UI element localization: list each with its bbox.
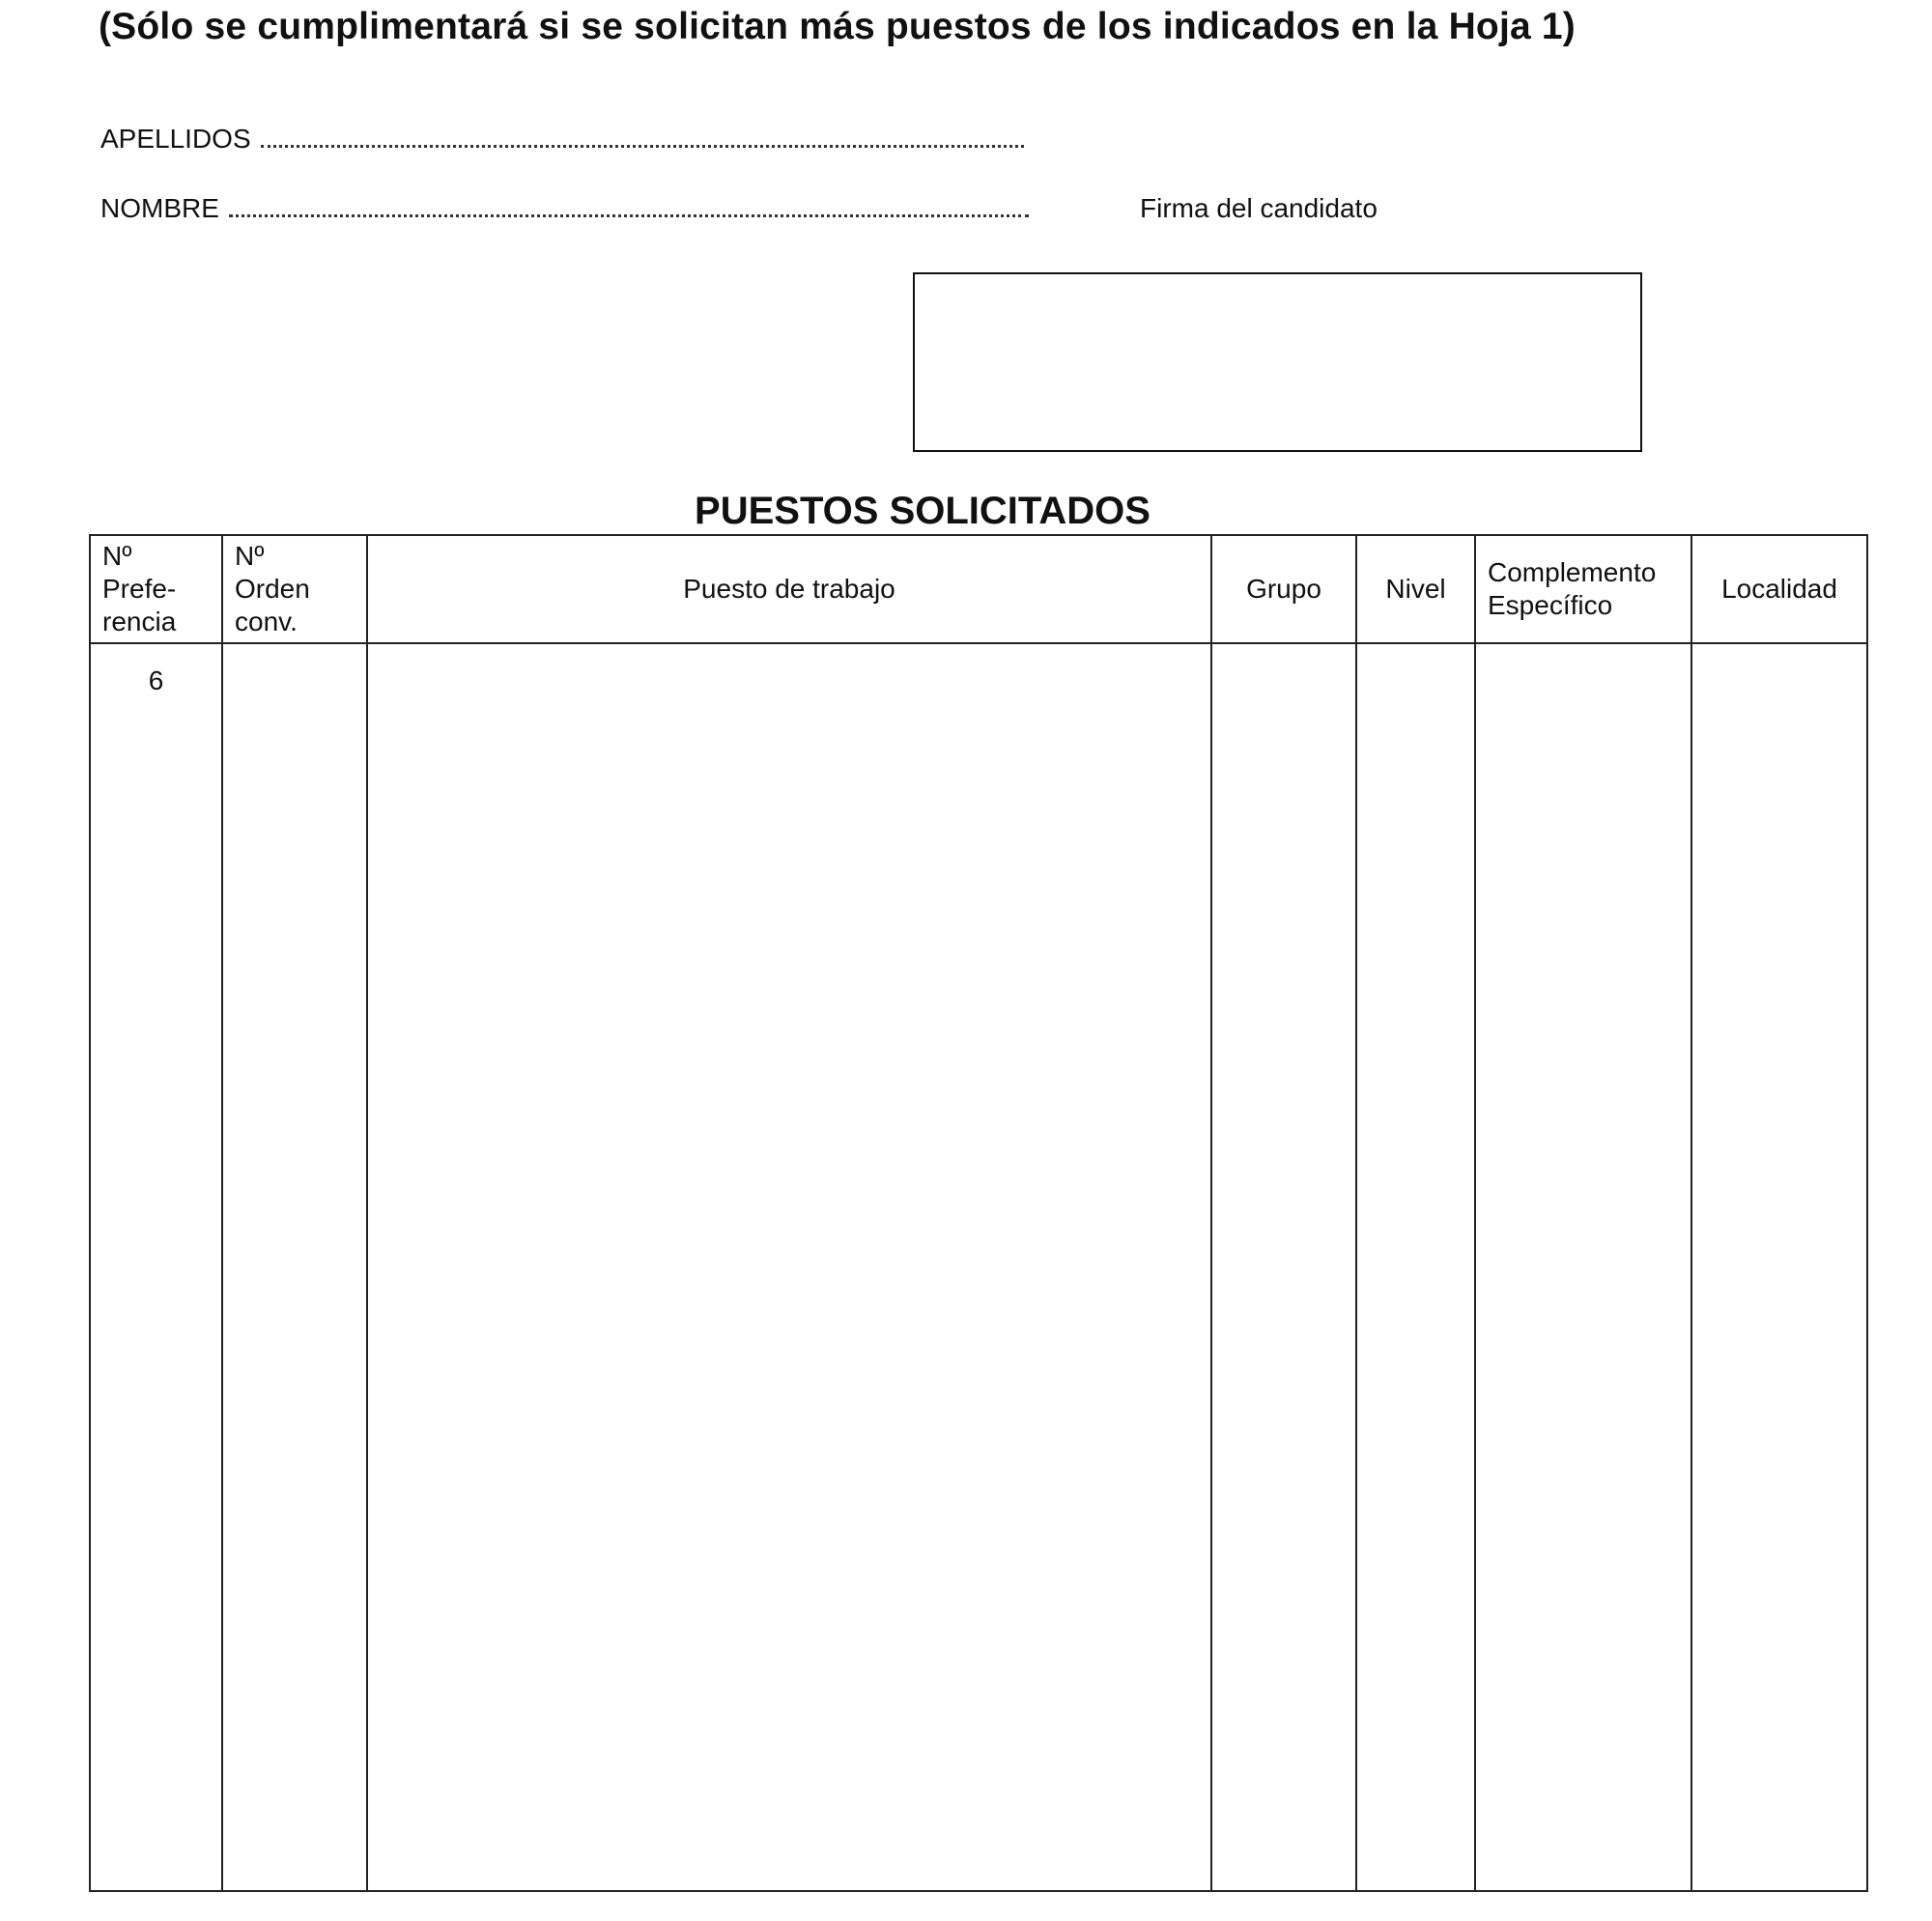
- cell-nivel[interactable]: [1356, 643, 1475, 1891]
- section-title: PUESTOS SOLICITADOS: [695, 490, 1151, 532]
- preferencia-value: 6: [148, 665, 164, 695]
- puestos-table-wrapper: [89, 534, 1866, 1892]
- cell-grupo[interactable]: [1211, 643, 1356, 1891]
- nombre-field[interactable]: [100, 193, 1029, 224]
- nombre-label: NOMBRE: [100, 193, 219, 223]
- col-header-preferencia: Nº Prefe- rencia: [90, 535, 222, 643]
- col-header-grupo: Grupo: [1211, 535, 1356, 643]
- col-header-puesto: Puesto de trabajo: [367, 535, 1211, 643]
- cell-puesto[interactable]: [367, 643, 1211, 1891]
- signature-box[interactable]: [913, 272, 1642, 452]
- cell-complemento[interactable]: [1475, 643, 1691, 1891]
- apellidos-dotted-line[interactable]: [261, 141, 1024, 148]
- col-header-localidad: Localidad: [1691, 535, 1867, 643]
- apellidos-label: APELLIDOS: [100, 124, 251, 154]
- cell-localidad[interactable]: [1691, 643, 1867, 1891]
- table-header-row: [90, 535, 1867, 643]
- table-row: [90, 643, 1867, 1891]
- nombre-dotted-line[interactable]: [229, 211, 1029, 217]
- cell-orden[interactable]: [222, 643, 367, 1891]
- col-header-complemento: Complemento Específico: [1475, 535, 1691, 643]
- page-title: (Sólo se cumplimentará si se solicitan más puestos de los indicados en la Hoja 1): [99, 6, 1576, 47]
- apellidos-field[interactable]: [100, 124, 1024, 155]
- cell-preferencia[interactable]: [90, 643, 222, 1891]
- col-header-orden: Nº Orden conv.: [222, 535, 367, 643]
- puestos-table: [89, 534, 1868, 1892]
- firma-label: Firma del candidato: [1140, 193, 1378, 223]
- col-header-nivel: Nivel: [1356, 535, 1475, 643]
